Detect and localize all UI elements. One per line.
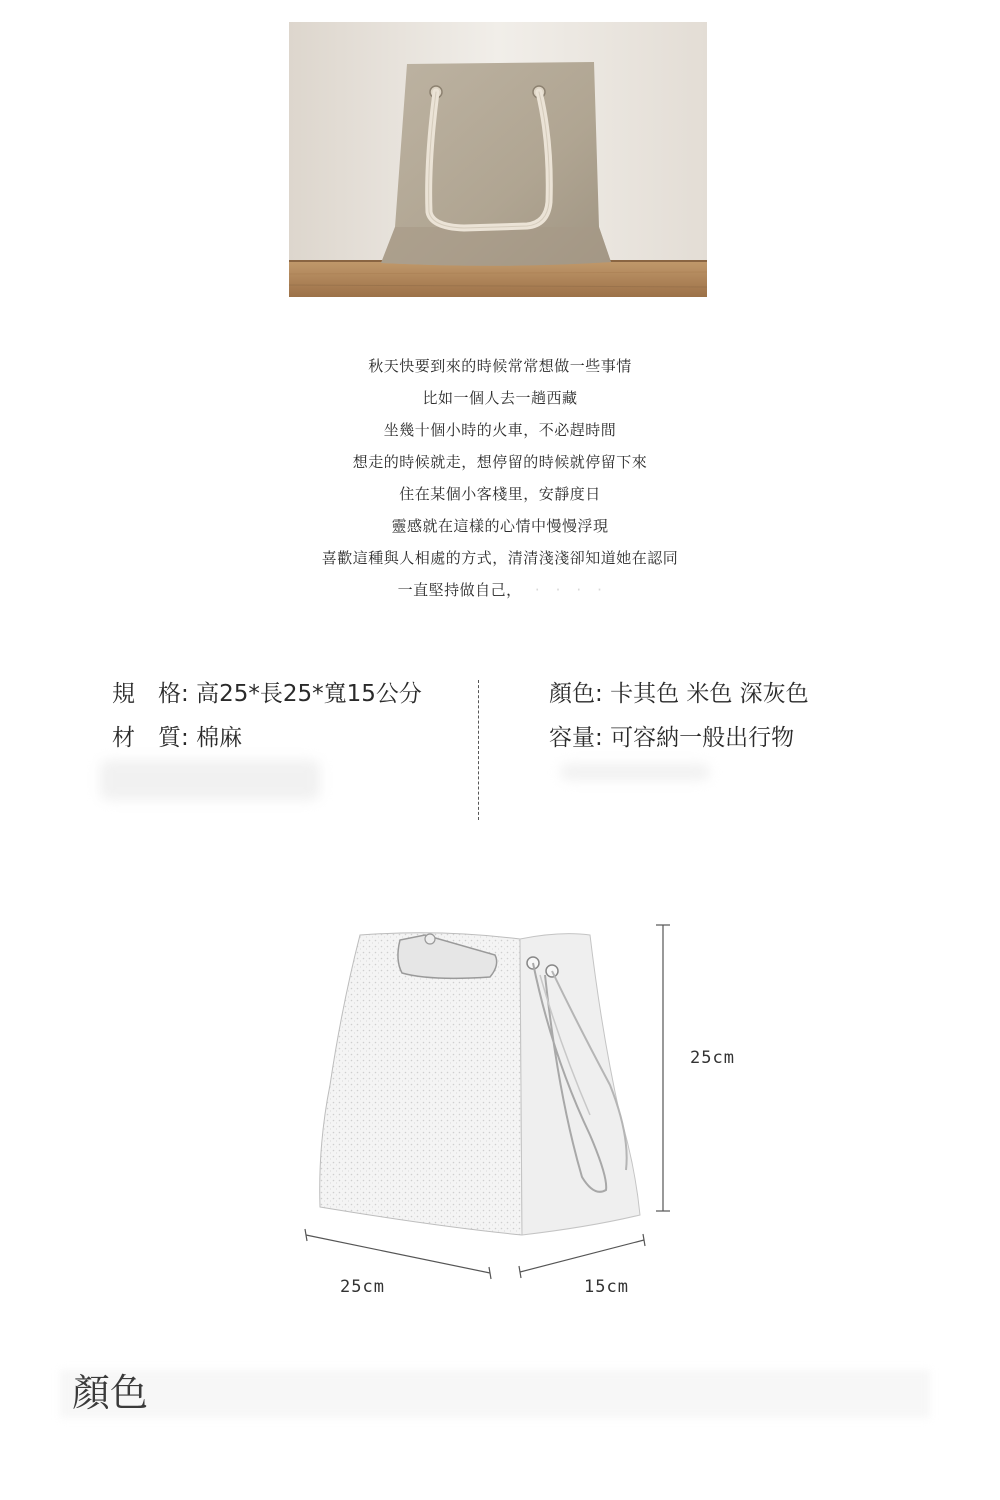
spec-divider (478, 680, 479, 820)
poem-line: 想走的時候就走，想停留的時候就停留下來 (352, 453, 648, 471)
canvas-tote-bag-photo-icon (289, 22, 707, 297)
spec-capacity-value: 可容納一般出行物 (610, 725, 795, 751)
faded-text-blur: · · · · (514, 581, 603, 599)
spec-size (112, 672, 422, 716)
poem-line: 靈感就在這樣的心情中慢慢浮現 (391, 517, 609, 535)
spec-size-label: 規 格 (112, 681, 181, 707)
spec-separator: : (181, 681, 197, 707)
poem-line: 秋天快要到來的時候常常想做一些事情 (368, 357, 632, 375)
smudge (100, 760, 320, 800)
spec-capacity-label: 容量 (549, 725, 595, 751)
height-dimension-label: 25cm (690, 1048, 735, 1068)
product-photo (289, 22, 707, 297)
spec-material (112, 716, 422, 760)
dimension-diagram (290, 915, 770, 1315)
spec-separator: : (595, 681, 611, 707)
spec-color-label: 顏色 (549, 681, 595, 707)
spec-separator: : (595, 725, 611, 751)
bucket-bag-sketch-icon (290, 915, 770, 1315)
spec-column-right (549, 672, 809, 760)
poem-line-text: 一直堅持做自己， (397, 581, 515, 599)
spec-column-left (112, 672, 422, 760)
poem-line: 比如一個人去一趟西藏 (422, 389, 578, 407)
spec-table (0, 672, 1000, 822)
poem-line: 坐幾十個小時的火車，不必趕時間 (383, 421, 617, 439)
spec-size-value: 高25*長25*寬15公分 (196, 681, 422, 707)
poem-line: 喜歡這種與人相處的方式，清清淺淺卻知道她在認同 (321, 549, 679, 567)
product-poem (0, 350, 1000, 606)
poem-line: 住在某個小客棧里，安靜度日 (399, 485, 601, 503)
spec-material-label: 材 質 (112, 725, 181, 751)
spec-capacity (549, 716, 809, 760)
length-dimension-label: 25cm (340, 1277, 385, 1297)
section-header-band (60, 1370, 930, 1418)
smudge (560, 764, 710, 780)
spec-separator: : (181, 725, 197, 751)
color-section-heading: 顏色 (72, 1371, 149, 1415)
spec-material-value: 棉麻 (196, 725, 243, 751)
poem-line-last (0, 574, 1000, 606)
spec-color (549, 672, 809, 716)
width-dimension-label: 15cm (584, 1277, 629, 1297)
spec-color-value: 卡其色 米色 深灰色 (610, 681, 809, 707)
